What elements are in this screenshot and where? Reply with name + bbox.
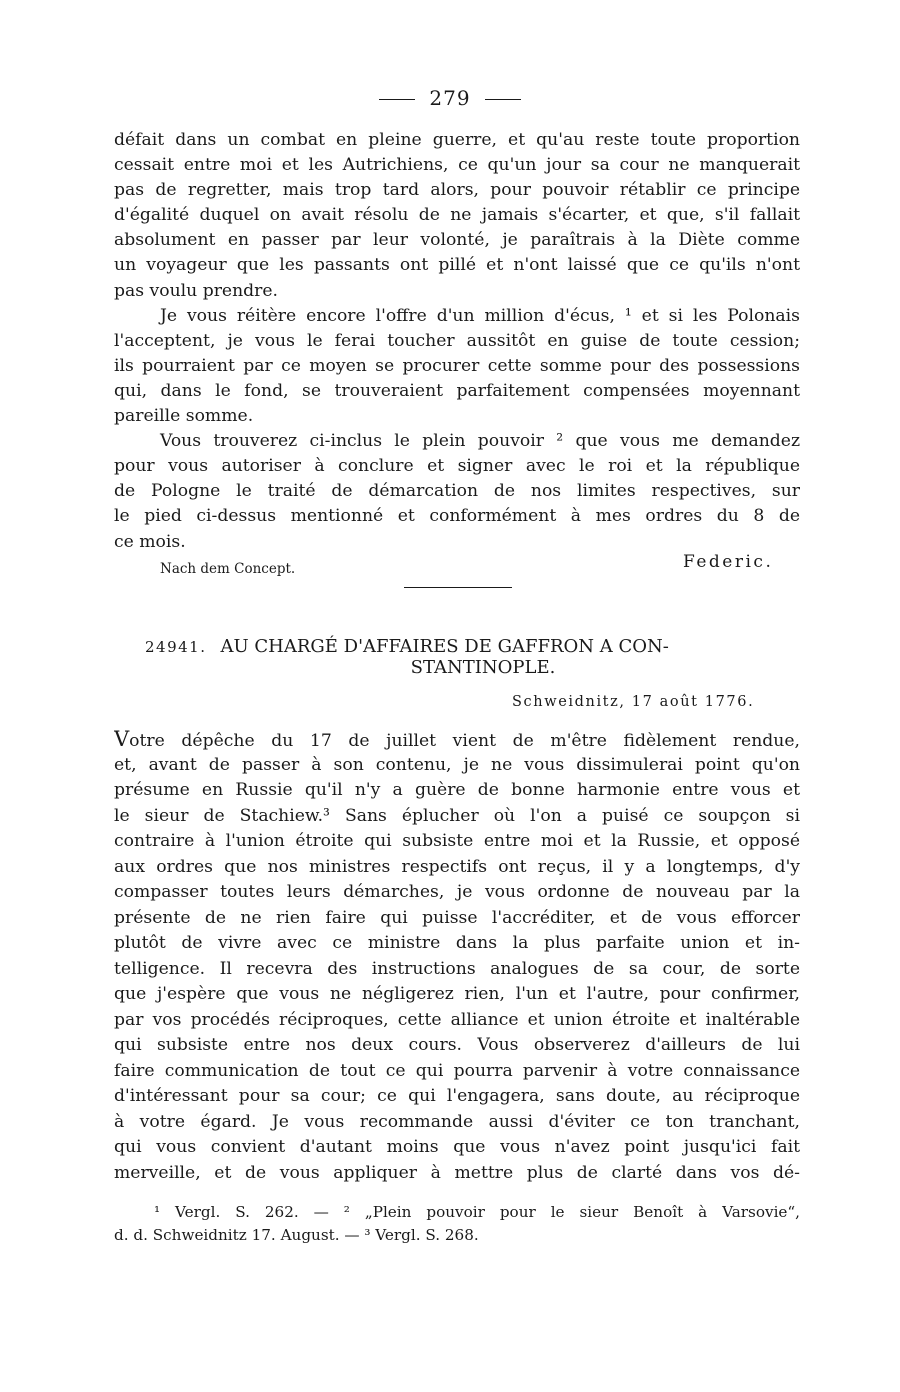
page-number-value: 279 (429, 86, 471, 110)
text-line: qui vous convient d'autant moins que vous n'avez point jusqu'ici fait (114, 1137, 800, 1157)
text-line: pas de regretter, mais trop tard alors, pour pouvoir rétablir ce principe (114, 180, 800, 201)
text-line: contraire à l'union étroite qui subsiste entre moi et la Russie, et opposé (114, 831, 800, 851)
text-line: le pied ci-dessus mentionné et conformément à mes ordres du 8 de (114, 506, 800, 527)
text-line: Je vous réitère encore l'offre d'un million d'écus, ¹ et si les Polonais (160, 305, 800, 326)
text-line: ils pourraient par ce moyen se procurer cette somme pour des possessions (114, 355, 800, 376)
text-line: merveille, et de vous appliquer à mettre plus de clarté dans vos dé- (114, 1162, 800, 1183)
text-line: qui, dans le fond, se trouveraient parfaitement compensées moyennant (114, 380, 800, 401)
text-line: pareille somme. (114, 406, 254, 427)
section-divider (404, 587, 512, 588)
text-line: qui subsiste entre nos deux cours. Vous observerez d'ailleurs de lui (114, 1035, 800, 1055)
first-line-text: otre dépêche du 17 de juillet vient de m'être fidèlement rendue, (129, 731, 800, 751)
page-number-dash-right (485, 99, 521, 100)
letter-heading (145, 636, 800, 678)
text-line: pas voulu prendre. (114, 280, 279, 301)
text-line: ce mois. (114, 531, 186, 552)
text-line: plutôt de vivre avec ce ministre dans la plus parfaite union et in- (114, 933, 800, 953)
text-line: à votre égard. Je vous recommande aussi d'éviter ce ton tranchant, (114, 1111, 800, 1132)
footnote-line: ¹ Vergl. S. 262. — ² „Plein pouvoir pour le sieur Benoît à Varsovie“, (154, 1203, 800, 1221)
heading-line-1: AU CHARGÉ D'AFFAIRES DE GAFFRON A CON- (220, 636, 669, 657)
text-line: aux ordres que nos ministres respectifs ont reçus, il y a longtemps, d'y (114, 856, 800, 877)
initial-letter: V (114, 727, 130, 751)
text-line: d'intéressant pour sa cour; ce qui l'engagera, sans doute, au réciproque (114, 1086, 800, 1106)
text-line: par vos procédés réciproques, cette alliance et union étroite et inaltérable (114, 1009, 800, 1030)
text-line: l'acceptent, je vous le ferai toucher aussitôt en guise de toute cession; (114, 330, 800, 351)
text-line: cessait entre moi et les Autrichiens, ce qu'un jour sa cour ne manquerait (114, 155, 800, 176)
text-line: pour vous autoriser à conclure et signer avec le roi et la république (114, 456, 800, 477)
signature: Federic. (683, 552, 774, 572)
continued-text (114, 128, 800, 555)
source-note: Nach dem Concept. (160, 561, 296, 577)
letter-body (114, 727, 800, 1186)
text-line: d'égalité duquel on avait résolu de ne jamais s'écarter, et que, s'il fallait (114, 205, 800, 226)
text-line: faire communication de tout ce qui pourra parvenir à votre connaissance (114, 1060, 800, 1081)
footnotes (114, 1201, 800, 1247)
text-line: défait dans un combat en pleine guerre, et qu'au reste toute proportion (114, 130, 800, 150)
text-line: présume en Russie qu'il n'y a guère de bonne harmonie entre vous et (114, 780, 800, 800)
text-line: présente de ne rien faire qui puisse l'accréditer, et de vous efforcer (114, 907, 800, 928)
letter-first-line (114, 727, 800, 753)
place-date: Schweidnitz, 17 août 1776. (512, 694, 755, 710)
text-line: telligence. Il recevra des instructions analogues de sa cour, de sorte (114, 958, 800, 979)
text-line: de Pologne le traité de démarcation de nos limites respectives, sur (114, 481, 800, 502)
footnote-line: d. d. Schweidnitz 17. August. — ³ Vergl. S. 268. (114, 1226, 479, 1244)
text-line: un voyageur que les passants ont pillé et n'ont laissé que ce qu'ils n'ont (114, 255, 800, 276)
text-line: le sieur de Stachiew.³ Sans éplucher où l'on a puisé ce soupçon si (114, 805, 800, 826)
letter-number: 24941. (145, 638, 207, 656)
text-line: et, avant de passer à son contenu, je ne vous dissimulerai point qu'on (114, 754, 800, 775)
text-line: Vous trouverez ci-inclus le plein pouvoir ² que vous me demandez (160, 431, 800, 452)
text-line: compasser toutes leurs démarches, je vous ordonne de nouveau par la (114, 882, 800, 902)
page-number (0, 86, 900, 110)
page-number-dash-left (379, 99, 415, 100)
text-line: absolument en passer par leur volonté, je paraîtrais à la Diète comme (114, 230, 800, 251)
text-line: que j'espère que vous ne négligerez rien, l'un et l'autre, pour confirmer, (114, 984, 800, 1004)
heading-line-2: STANTINOPLE. (410, 657, 556, 678)
